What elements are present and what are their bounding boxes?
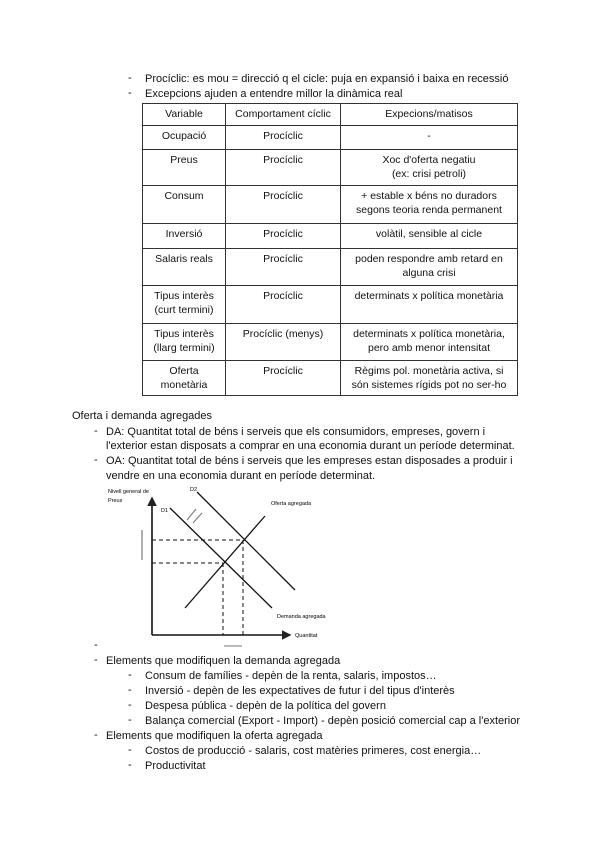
list-item: Costos de producció - salaris, cost matèries primeres, cost energia… bbox=[145, 745, 482, 757]
table-cell: - bbox=[341, 126, 518, 150]
bullet-dash: - bbox=[94, 654, 98, 666]
definition-line: OA: Quantitat total de béns i serveis que les empreses estan disposades a produir i bbox=[106, 455, 513, 467]
table-cell: Procíclic bbox=[226, 224, 341, 249]
header-cell: Expecions/matisos bbox=[341, 104, 518, 126]
table-cell: Tipus interès (curt termini) bbox=[143, 286, 226, 324]
bullet-dash: - bbox=[128, 744, 132, 756]
definition-line: vendre en una economia durant en període determinat. bbox=[106, 470, 376, 482]
list-item: Balança comercial (Export - Import) - depèn posició comercial cap a l'exterior bbox=[145, 715, 521, 727]
table-cell: Consum bbox=[143, 186, 226, 224]
shift-arrow bbox=[187, 509, 196, 520]
bullet-dash: - bbox=[128, 669, 132, 681]
table-cell: Procíclic bbox=[226, 361, 341, 396]
table-cell: Procíclic bbox=[226, 126, 341, 150]
demand-label: Demanda agregada bbox=[277, 614, 326, 620]
list-item: Inversió - depèn de les expectatives de futur i del tipus d'interès bbox=[145, 685, 455, 697]
table-cell: + estable x béns no duradors segons teoria renda permanent bbox=[341, 186, 518, 224]
table-cell: Procíclic (menys) bbox=[226, 324, 341, 361]
shift-arrow bbox=[193, 513, 202, 523]
table-cell: Inversió bbox=[143, 224, 226, 249]
header-cell: Variable bbox=[143, 104, 226, 126]
bullet-dash: - bbox=[94, 454, 98, 466]
bullet-dash: - bbox=[128, 714, 132, 726]
bullet-dash: - bbox=[128, 684, 132, 696]
demand-curve-d1 bbox=[170, 508, 272, 608]
table-cell: volàtil, sensible al cicle bbox=[341, 224, 518, 249]
definition-line: l'exterior estan disposats a comprar en una economia durant un període determinat. bbox=[106, 440, 515, 452]
supply-elements-title: Elements que modifiquen la oferta agregada bbox=[106, 730, 323, 742]
table-cell: Procíclic bbox=[226, 186, 341, 224]
bullet-dash: - bbox=[94, 639, 98, 651]
demand-elements-title: Elements que modifiquen la demanda agregada bbox=[106, 655, 341, 667]
table-cell: Ocupació bbox=[143, 126, 226, 150]
table-cell: Xoc d'oferta negatiu (ex: crisi petroli) bbox=[341, 150, 518, 186]
table-cell: determinats x política monetària bbox=[341, 286, 518, 324]
list-item: Despesa pública - depèn de la política del govern bbox=[145, 700, 386, 712]
bullet-dash: - bbox=[128, 72, 132, 84]
d2-label: D2 bbox=[190, 487, 198, 493]
bullet-dash: - bbox=[94, 729, 98, 741]
list-item: Consum de famílies - depèn de la renta, salaris, impostos… bbox=[145, 670, 437, 682]
supply-curve bbox=[185, 516, 265, 608]
intro-line: Excepcions ajuden a entendre millor la dinàmica real bbox=[145, 88, 403, 100]
table-cell: Oferta monetària bbox=[143, 361, 226, 396]
table-cell: Tipus interès (llarg termini) bbox=[143, 324, 226, 361]
table-cell: Règims pol. monetària activa, si són sistemes rígids pot no ser-ho bbox=[341, 361, 518, 396]
y-axis-label: Preus bbox=[108, 498, 123, 504]
table-cell: poden respondre amb retard en alguna crisi bbox=[341, 249, 518, 286]
table-cell: Preus bbox=[143, 150, 226, 186]
table-cell: Procíclic bbox=[226, 249, 341, 286]
bullet-dash: - bbox=[128, 699, 132, 711]
table-cell: Procíclic bbox=[226, 150, 341, 186]
section-title: Oferta i demanda agregades bbox=[72, 410, 213, 422]
table-cell: Salaris reals bbox=[143, 249, 226, 286]
header-cell: Comportament cíclic bbox=[226, 104, 341, 126]
x-axis-label: Quantitat bbox=[295, 633, 318, 639]
supply-label: Oferta agregada bbox=[271, 501, 312, 507]
y-axis-label: Nivell general de bbox=[108, 489, 149, 495]
equilibrium-guides bbox=[152, 540, 243, 635]
table-cell: Procíclic bbox=[226, 286, 341, 324]
intro-line: Procíclic: es mou = direcció q el cicle: puja en expansió i baixa en recessió bbox=[145, 73, 509, 85]
definition-line: DA: Quantitat total de béns i serveis que els consumidors, empreses, govern i bbox=[106, 426, 486, 438]
list-item: Productivitat bbox=[145, 760, 206, 772]
table-cell: determinats x política monetària, pero amb menor intensitat bbox=[341, 324, 518, 361]
bullet-dash: - bbox=[128, 759, 132, 771]
bullet-dash: - bbox=[128, 87, 132, 99]
bullet-dash: - bbox=[94, 425, 98, 437]
d1-label: D1 bbox=[161, 508, 169, 514]
